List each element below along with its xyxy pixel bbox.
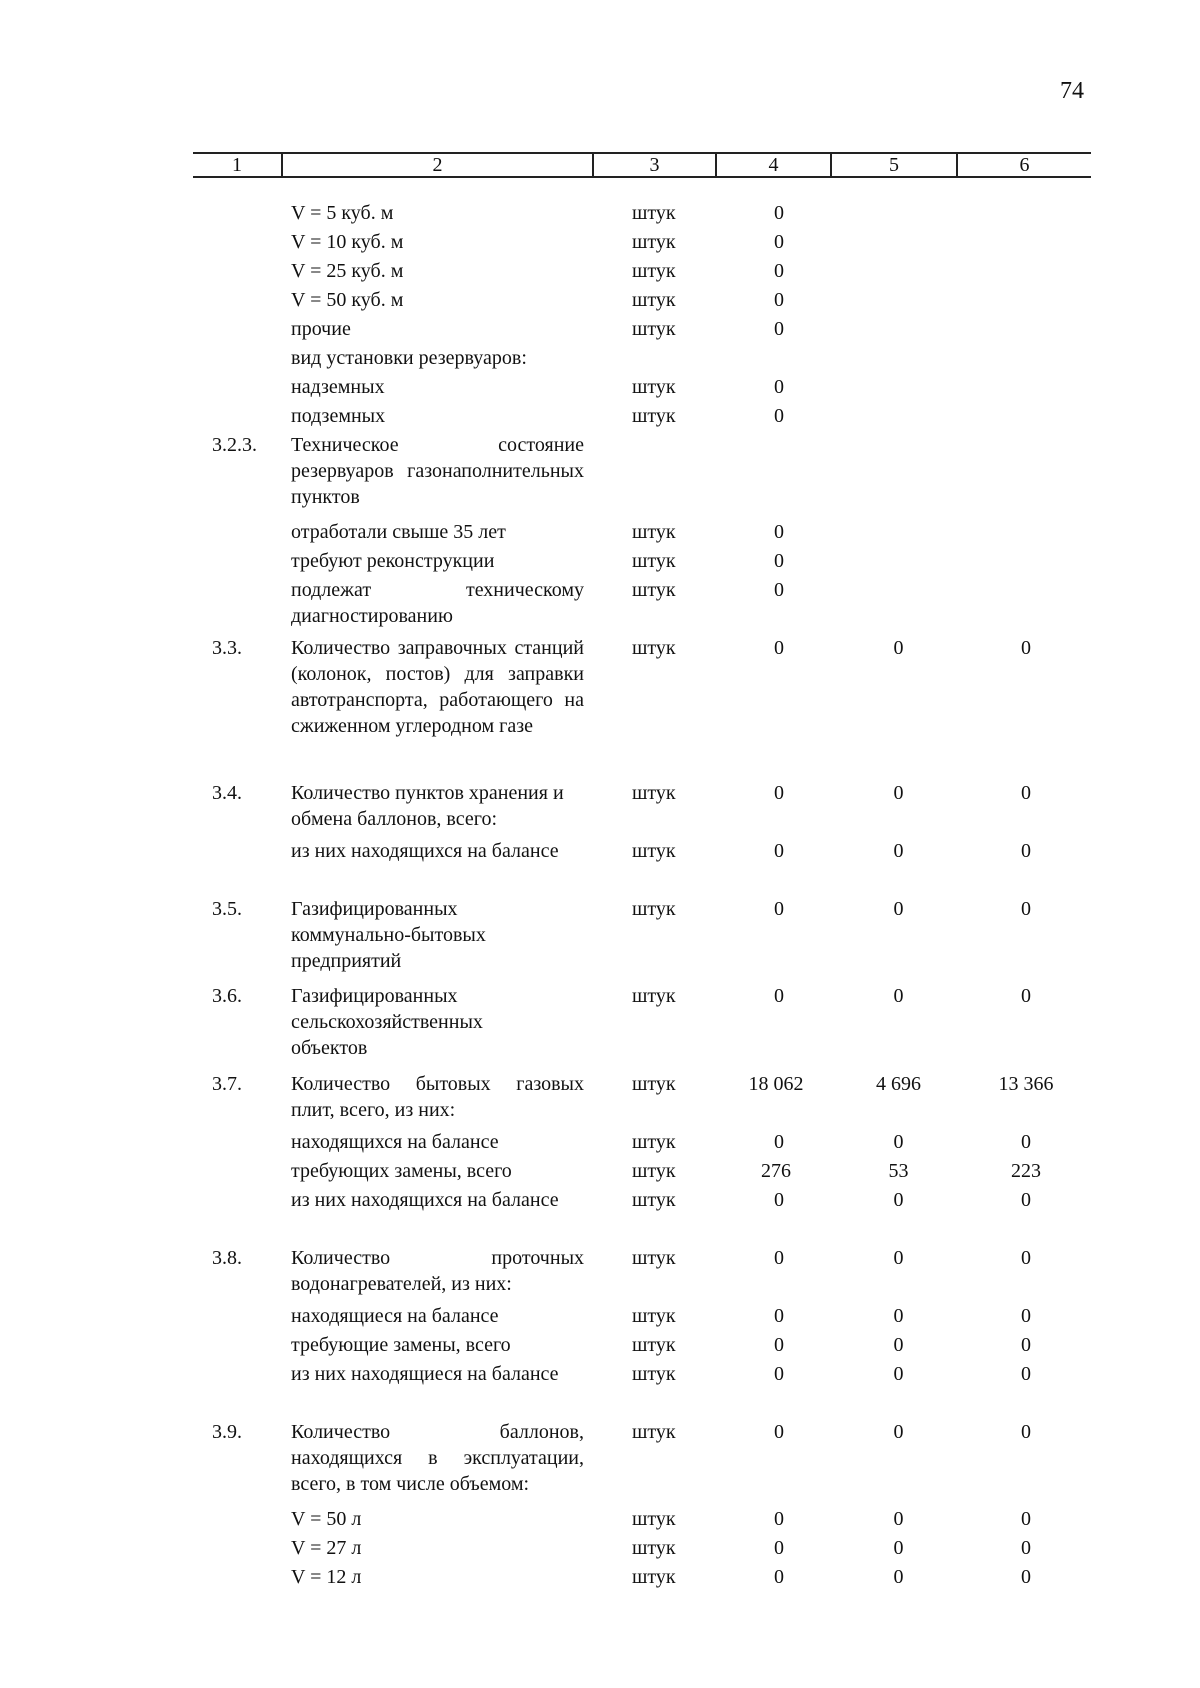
row-col6: 0 — [1021, 1566, 1031, 1588]
row-col6: 223 — [1011, 1160, 1041, 1182]
row-col4: 0 — [774, 318, 784, 340]
row-col4: 0 — [774, 637, 784, 659]
row-col6: 0 — [1021, 1363, 1031, 1385]
row-number: 3.7. — [212, 1073, 242, 1095]
row-name: из них находящихся на балансе — [291, 1189, 559, 1211]
row-unit: штук — [632, 1189, 676, 1211]
row-unit: штук — [632, 840, 676, 862]
row-unit: штук — [632, 202, 676, 224]
row-col5: 0 — [893, 782, 904, 804]
row-col4: 0 — [774, 289, 784, 311]
row-col6: 0 — [1021, 782, 1031, 804]
row-unit: штук — [632, 260, 676, 282]
row-unit: штук — [632, 376, 676, 398]
row-col5: 0 — [893, 1131, 904, 1153]
row-unit: штук — [632, 289, 676, 311]
row-col4: 0 — [774, 550, 784, 572]
row-unit: штук — [632, 405, 676, 427]
row-col6: 0 — [1021, 1421, 1031, 1443]
row-name: V = 50 л — [291, 1508, 362, 1530]
row-unit: штук — [632, 550, 676, 572]
row-unit: штук — [632, 521, 676, 543]
row-col6: 0 — [1021, 1305, 1031, 1327]
row-col5: 53 — [888, 1160, 909, 1182]
row-col6: 0 — [1021, 898, 1031, 920]
row-number: 3.8. — [212, 1247, 242, 1269]
row-col6: 0 — [1021, 1537, 1031, 1559]
column-header-2: 2 — [281, 154, 592, 176]
row-unit: штук — [632, 1421, 676, 1443]
row-name: Количество проточных водонагревателей, из них: — [291, 1247, 584, 1295]
row-number: 3.2.3. — [212, 434, 257, 456]
row-unit: штук — [632, 1334, 676, 1356]
column-header-6: 6 — [956, 154, 1091, 176]
row-col6: 0 — [1021, 1508, 1031, 1530]
row-name: V = 27 л — [291, 1537, 362, 1559]
row-unit: штук — [632, 985, 676, 1007]
row-name: требующие замены, всего — [291, 1334, 511, 1356]
row-col4: 0 — [774, 1421, 784, 1443]
row-number: 3.3. — [212, 637, 242, 659]
row-col5: 0 — [893, 840, 904, 862]
row-col6: 0 — [1021, 1334, 1031, 1356]
row-col4: 0 — [774, 521, 784, 543]
row-name: V = 10 куб. м — [291, 231, 404, 253]
row-name: Количество баллонов, находящихся в эксплуатации, всего, в том числе объемом: — [291, 1421, 584, 1495]
row-number: 3.6. — [212, 985, 242, 1007]
row-unit: штук — [632, 1131, 676, 1153]
row-col5: 4 696 — [876, 1073, 921, 1095]
row-col6: 0 — [1021, 1189, 1031, 1211]
row-col6: 0 — [1021, 1247, 1031, 1269]
row-col4: 0 — [774, 840, 784, 862]
row-number: 3.5. — [212, 898, 242, 920]
column-header-1: 1 — [232, 154, 242, 176]
row-col4: 0 — [774, 1363, 784, 1385]
row-unit: штук — [632, 1305, 676, 1327]
row-col5: 0 — [893, 985, 904, 1007]
row-col6: 13 366 — [998, 1073, 1054, 1095]
row-col4: 0 — [774, 1334, 784, 1356]
row-name: подземных — [291, 405, 386, 427]
row-name: прочие — [291, 318, 351, 340]
row-name: требуют реконструкции — [291, 550, 495, 572]
row-name: находящихся на балансе — [291, 1131, 499, 1153]
row-name: V = 50 куб. м — [291, 289, 404, 311]
row-col4: 18 062 — [748, 1073, 804, 1095]
row-col5: 0 — [893, 1537, 904, 1559]
row-name: V = 5 куб. м — [291, 202, 394, 224]
row-col4: 0 — [774, 231, 784, 253]
row-col5: 0 — [893, 1305, 904, 1327]
row-col5: 0 — [893, 1363, 904, 1385]
row-name: Количество заправочных станций (колонок, постов) для заправки автотранспорта, работающего на сжиженном углеродном газе — [291, 637, 584, 737]
row-unit: штук — [632, 1247, 676, 1269]
column-header-3: 3 — [592, 154, 715, 176]
row-unit: штук — [632, 898, 676, 920]
row-col4: 0 — [774, 898, 784, 920]
row-col5: 0 — [893, 898, 904, 920]
row-col5: 0 — [893, 1421, 904, 1443]
row-col5: 0 — [893, 637, 904, 659]
row-name: V = 12 л — [291, 1566, 362, 1588]
row-unit: штук — [632, 1566, 676, 1588]
row-name: из них находящихся на балансе — [291, 840, 559, 862]
row-unit: штук — [632, 637, 676, 659]
row-unit: штук — [632, 1508, 676, 1530]
row-col4: 0 — [774, 405, 784, 427]
row-name: Количество бытовых газовых плит, всего, из них: — [291, 1073, 584, 1121]
row-unit: штук — [632, 782, 676, 804]
row-col4: 0 — [774, 260, 784, 282]
row-col4: 0 — [774, 1305, 784, 1327]
column-header-5: 5 — [830, 154, 956, 176]
row-col4: 0 — [774, 985, 784, 1007]
row-number: 3.9. — [212, 1421, 242, 1443]
row-unit: штук — [632, 231, 676, 253]
column-header-4: 4 — [715, 154, 830, 176]
row-col4: 0 — [774, 1508, 784, 1530]
row-col5: 0 — [893, 1508, 904, 1530]
row-col4: 0 — [774, 1131, 784, 1153]
row-name: требующих замены, всего — [291, 1160, 512, 1182]
row-name: Техническое состояние резервуаров газонаполнительных пунктов — [291, 434, 584, 508]
row-name: вид установки резервуаров: — [291, 347, 527, 369]
row-col5: 0 — [893, 1334, 904, 1356]
row-col6: 0 — [1021, 637, 1031, 659]
row-name: подлежат техническому диагностированию — [291, 579, 584, 627]
row-col4: 0 — [774, 376, 784, 398]
row-name: надземных — [291, 376, 385, 398]
row-name: V = 25 куб. м — [291, 260, 404, 282]
row-unit: штук — [632, 579, 676, 601]
row-unit: штук — [632, 1073, 676, 1095]
row-col5: 0 — [893, 1247, 904, 1269]
row-unit: штук — [632, 1160, 676, 1182]
row-col6: 0 — [1021, 1131, 1031, 1153]
row-col5: 0 — [893, 1189, 904, 1211]
row-col4: 0 — [774, 202, 784, 224]
row-col4: 0 — [774, 1247, 784, 1269]
row-unit: штук — [632, 318, 676, 340]
row-name: Количество пунктов хранения и обмена баллонов, всего: — [291, 782, 564, 830]
row-col4: 0 — [774, 1566, 784, 1588]
page-number: 74 — [1060, 78, 1084, 104]
row-col4: 276 — [761, 1160, 791, 1182]
row-name: Газифицированных сельскохозяйственных объектов — [291, 985, 483, 1059]
row-col4: 0 — [774, 1189, 784, 1211]
row-col6: 0 — [1021, 840, 1031, 862]
row-name: отработали свыше 35 лет — [291, 521, 506, 543]
row-col4: 0 — [774, 1537, 784, 1559]
row-name: находящиеся на балансе — [291, 1305, 499, 1327]
row-col6: 0 — [1021, 985, 1031, 1007]
row-unit: штук — [632, 1363, 676, 1385]
row-col4: 0 — [774, 579, 784, 601]
row-name: из них находящиеся на балансе — [291, 1363, 559, 1385]
row-unit: штук — [632, 1537, 676, 1559]
row-number: 3.4. — [212, 782, 242, 804]
row-name: Газифицированных коммунально-бытовых предприятий — [291, 898, 486, 972]
row-col5: 0 — [893, 1566, 904, 1588]
row-col4: 0 — [774, 782, 784, 804]
